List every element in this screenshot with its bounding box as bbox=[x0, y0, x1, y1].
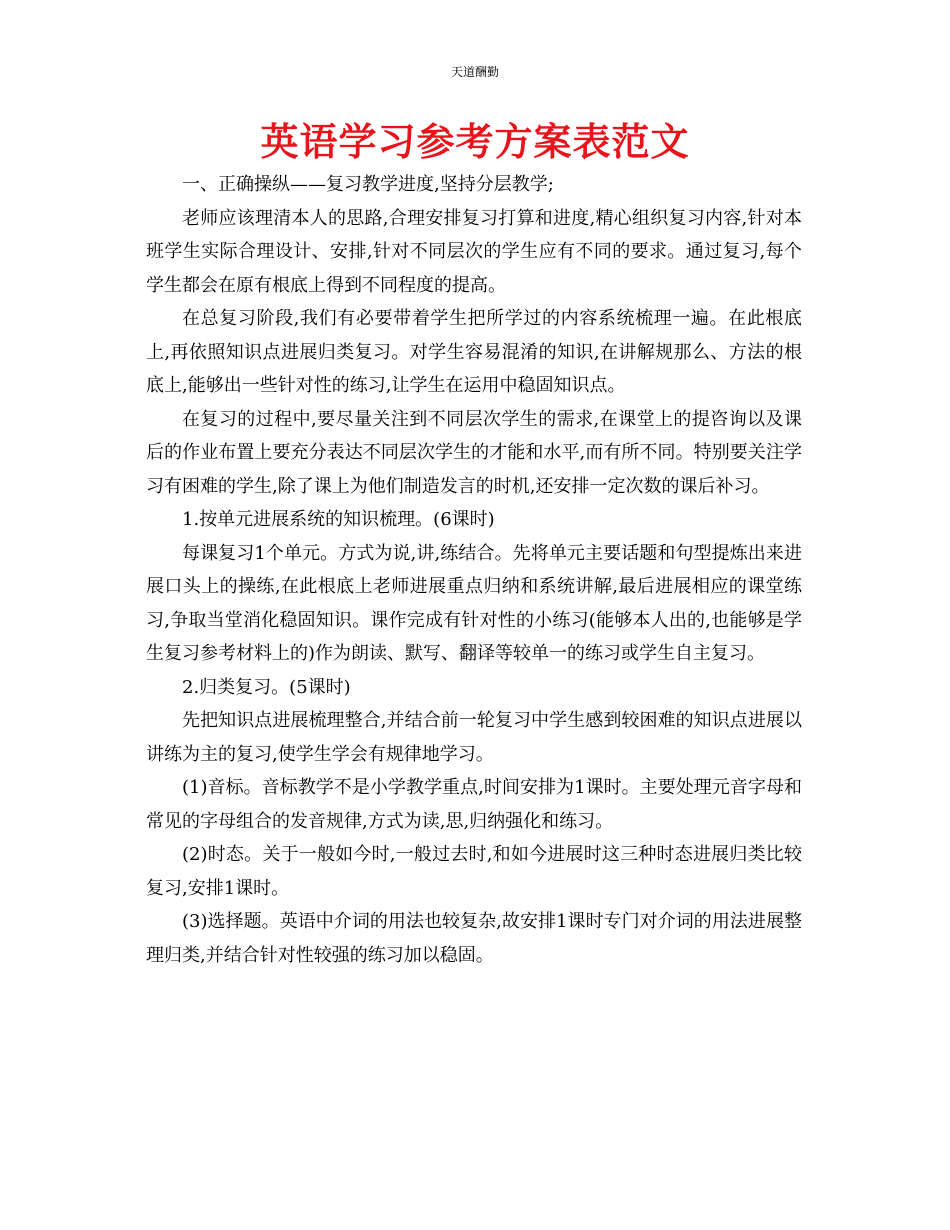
paragraph-5: 1.按单元进展系统的知识梳理。(6课时) bbox=[182, 509, 495, 530]
document-title: 英语学习参考方案表范文 bbox=[260, 120, 690, 164]
paragraph-11: (3)选择题。英语中介词的用法也较复杂,故安排1课时专门对介词的用法进展整理归类,并结合针对性较强的练习加以稳固。 bbox=[146, 911, 802, 966]
paragraph-8: 先把知识点进展梳理整合,并结合前一轮复习中学生感到较困难的知识点进展以讲练为主的复习,使学生学会有规律地学习。 bbox=[146, 710, 802, 765]
paragraph-2: 老师应该理清本人的思路,合理安排复习打算和进度,精心组织复习内容,针对本班学生实际合理设计、安排,针对不同层次的学生应有不同的要求。通过复习,每个学生都会在原有根底上得到不同程度的提高。 bbox=[146, 207, 802, 296]
page-header: 天道酬勤 bbox=[450, 65, 499, 79]
paragraph-7: 2.归类复习。(5课时) bbox=[182, 676, 351, 698]
paragraph-10: (2)时态。关于一般如今时,一般过去时,和如今进展时这三种时态进展归类比较复习,安排1课时。 bbox=[146, 844, 802, 899]
paragraph-3: 在总复习阶段,我们有必要带着学生把所学过的内容系统梳理一遍。在此根底上,再依照知识点进展归类复习。对学生容易混淆的知识,在讲解规那么、方法的根底上,能够出一些针对性的练习,让学生在运用中稳固知识点。 bbox=[146, 308, 802, 396]
paragraph-4: 在复习的过程中,要尽量关注到不同层次学生的需求,在课堂上的提咨询以及课后的作业布置上要充分表达不同层次学生的才能和水平,而有所不同。特别要关注学习有困难的学生,除了课上为他们制造发言的时机,还安排一定次数的课后补习。 bbox=[146, 408, 802, 497]
paragraph-1: 一、正确操纵——复习教学进度,坚持分层教学; bbox=[182, 174, 554, 195]
paragraph-6: 每课复习1个单元。方式为说,讲,练结合。先将单元主要话题和句型提炼出来进展口头上的操练,在此根底上老师进展重点归纳和系统讲解,最后进展相应的课堂练习,争取当堂消化稳固知识。课作完成有针对性的小练习(能够本人出的,也能够是学生复习参考材料上的)作为朗读、默写、翻译等较单一的练习或学生自主复习。 bbox=[146, 542, 802, 664]
document-body bbox=[146, 168, 802, 972]
paragraph-9: (1)音标。音标教学不是小学教学重点,时间安排为1课时。主要处理元音字母和常见的字母组合的发音规律,方式为读,思,归纳强化和练习。 bbox=[146, 777, 802, 832]
